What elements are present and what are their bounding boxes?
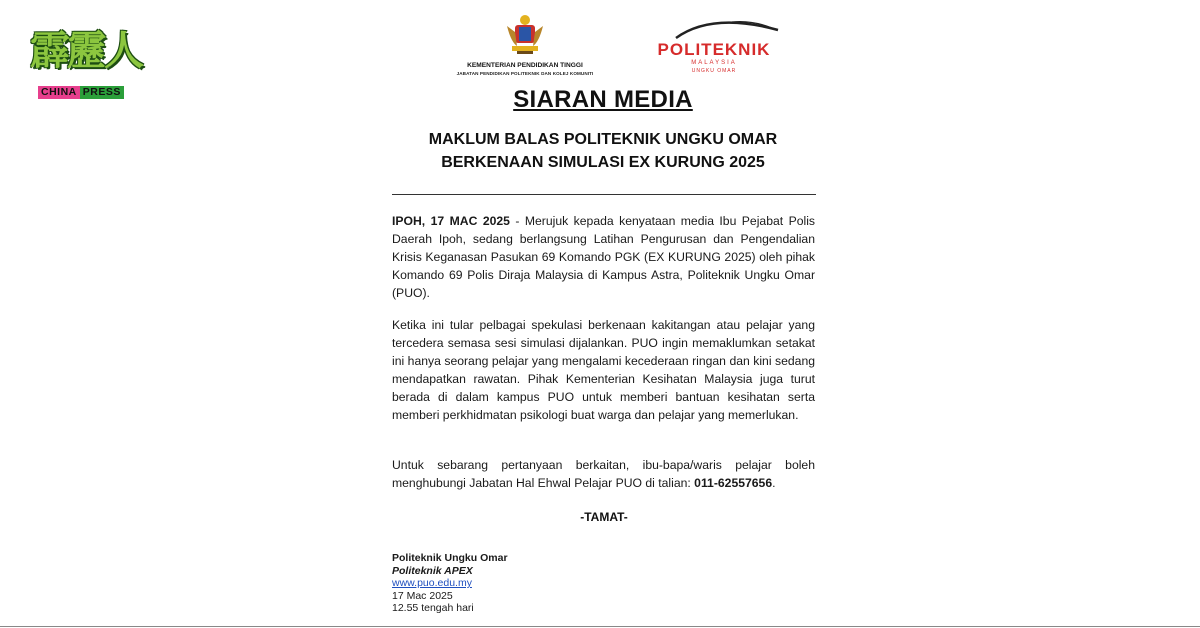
malaysia-coat-of-arms-icon bbox=[503, 12, 547, 56]
document-heading: SIARAN MEDIA bbox=[513, 86, 693, 113]
signature-tagline: Politeknik APEX bbox=[392, 564, 473, 577]
website-link[interactable]: www.puo.edu.my bbox=[392, 577, 472, 589]
politeknik-logo bbox=[638, 18, 790, 76]
logo-press-text: PRESS bbox=[80, 86, 124, 99]
signature-block bbox=[392, 552, 508, 615]
politeknik-wordmark: POLITEKNIK bbox=[657, 40, 771, 59]
ministry-department: JABATAN PENDIDIKAN POLITEKNIK DAN KOLEJ KOMUNITI bbox=[456, 71, 594, 76]
logo-wordmark bbox=[38, 86, 124, 99]
paragraph-1-body: - Merujuk kepada kenyataan media Ibu Pejabat Polis Daerah Ipoh, sedang berlangsung Latihan Pengurusan dan Pengendalian Krisis Keganasan Pasukan 69 Komando PGK (EX KURUNG 2025) oleh pihak Komando 69 Polis Diraja Malaysia di Kampus Astra, Politeknik Ungku Omar (PUO). bbox=[392, 214, 816, 300]
document-subheading bbox=[390, 128, 816, 174]
signature-time: 12.55 tengah hari bbox=[392, 602, 474, 614]
end-mark: -TAMAT- bbox=[580, 510, 628, 524]
phone-number: 011-62557656 bbox=[694, 476, 773, 490]
paragraph-2: Ketika ini tular pelbagai spekulasi berkenaan kakitangan atau pelajar yang tercedera semasa sesi simulasi dijalankan. PUO ingin memaklumkan setakat ini hanya seorang pelajar yang mengalami kecederaan ringan dan kini sedang mendapatkan rawatan. Pihak Kementerian Kesihatan Malaysia juga turut berada di dalam kampus PUO untuk memberi bantuan kesihatan serta memberi perkhidmatan psikologi buat warga dan pelajar yang memerlukan. bbox=[392, 318, 815, 422]
paragraph-3-end: . bbox=[772, 476, 776, 490]
paragraph-1 bbox=[392, 212, 815, 302]
signature-date: 17 Mac 2025 bbox=[392, 589, 453, 602]
signature-org: Politeknik Ungku Omar bbox=[392, 552, 508, 564]
subheading-line-1: MAKLUM BALAS POLITEKNIK UNGKU OMAR bbox=[428, 131, 778, 148]
paragraph-3 bbox=[392, 456, 815, 492]
china-press-logo bbox=[30, 22, 158, 100]
paragraph-3-body: Untuk sebarang pertanyaan berkaitan, ibu-bapa/waris pelajar boleh menghubungi Jabatan Hal Ehwal Pelajar PUO di talian: bbox=[392, 458, 815, 490]
logo-chinese-characters: 霹靂人 bbox=[30, 28, 141, 74]
dateline: IPOH, 17 MAC 2025 bbox=[392, 214, 510, 228]
ministry-letterhead bbox=[430, 12, 620, 76]
swoosh-icon bbox=[672, 18, 782, 40]
logo-china-text: CHINA bbox=[38, 86, 80, 99]
ministry-name: KEMENTERIAN PENDIDIKAN TINGGI bbox=[467, 62, 583, 69]
politeknik-country: MALAYSIA bbox=[691, 60, 737, 66]
subheading-line-2: BERKENAAN SIMULASI EX KURUNG 2025 bbox=[441, 154, 765, 171]
bottom-border bbox=[0, 626, 1200, 627]
horizontal-divider bbox=[392, 194, 816, 195]
politeknik-campus: UNGKU OMAR bbox=[691, 68, 737, 74]
